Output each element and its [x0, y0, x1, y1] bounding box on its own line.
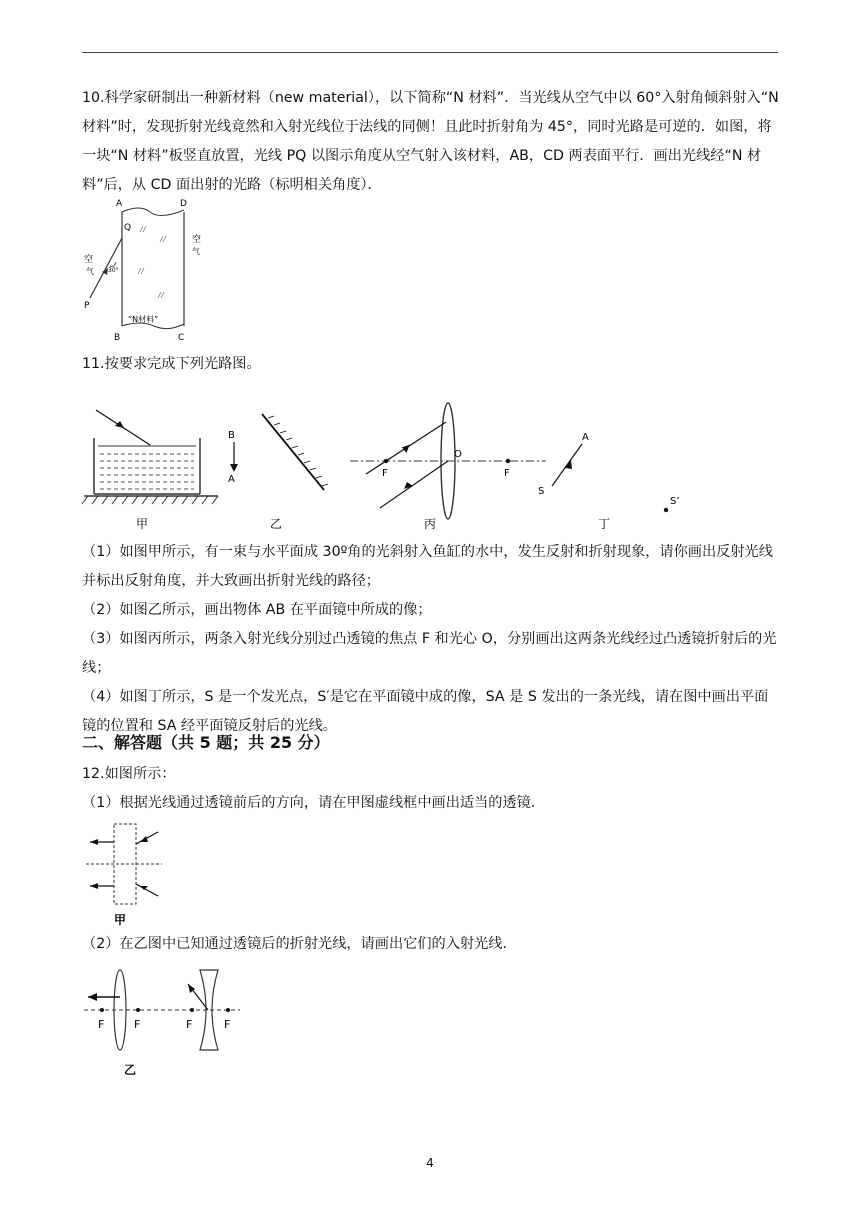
q11-bing-f-right: F [504, 468, 510, 479]
q12-fig-yi [84, 968, 244, 1080]
q12-jia-label: 甲 [114, 913, 127, 927]
q10-air-left-1: 空 [84, 255, 94, 265]
q11-sub3: （3）如图丙所示，两条入射光线分别过凸透镜的焦点 F 和光心 O，分别画出这两条光线经过凸透镜折射后的光线； [82, 631, 777, 676]
q11-title: 11.按要求完成下列光路图。 [82, 356, 261, 372]
q10-air-right-1: 空 [192, 235, 202, 245]
q11-bing-o: O [454, 449, 462, 460]
q11-label-ding: 丁 [598, 517, 611, 531]
q10-label-q: Q [124, 223, 132, 233]
page-number: 4 [426, 1156, 434, 1170]
q11-fig-bing [350, 403, 546, 519]
q11-sub1: （1）如图甲所示，有一束与水平面成 30º角的光斜射入鱼缸的水中，发生反射和折射现象，请你画出反射光线并标出反射角度，并大致画出折射光线的路径； [82, 544, 773, 589]
q12-yi-concave-lens [200, 970, 218, 1050]
section-heading: 二、解答题（共 5 题；共 25 分） [82, 733, 330, 752]
q12-sub1: （1）根据光线通过透镜前后的方向，请在甲图虚线框中画出适当的透镜． [82, 795, 546, 811]
q12-yi-f2: F [134, 1018, 141, 1031]
q10-label-a: A [116, 199, 123, 209]
q10-air-left-2: 气 [86, 267, 94, 276]
q10-hatch-marks [138, 226, 166, 298]
q11-yi-b: B [228, 430, 235, 441]
q10-label-p: P [84, 301, 90, 311]
q10-material-label: “N材料” [128, 315, 159, 324]
q12-yi-f1: F [98, 1018, 105, 1031]
q12-title: 12.如图所示： [82, 766, 176, 782]
q11-yi-a: A [228, 474, 235, 485]
q11-figures [80, 398, 700, 532]
q12-yi-f4: F [224, 1018, 231, 1031]
q11-fig-yi [228, 414, 328, 490]
q10-figure [80, 194, 210, 344]
q11-yi-mirror [262, 414, 324, 490]
q12-fig-jia [84, 820, 164, 930]
q11-ding-s: S [538, 486, 545, 497]
q10-label-d: D [180, 199, 187, 209]
q12-yi-f3: F [186, 1018, 193, 1031]
q10-air-right-2: 气 [192, 247, 200, 256]
q11-label-bing: 丙 [424, 517, 437, 531]
q11-fig-ding [538, 432, 680, 512]
q11-label-yi: 乙 [270, 517, 283, 531]
q11-label-jia: 甲 [136, 517, 149, 531]
q11-ding-s-prime: S’ [670, 496, 680, 507]
q10-label-c: C [178, 333, 185, 343]
q10-label-b: B [114, 333, 121, 343]
q10-text: 10.科学家研制出一种新材料（new material），以下简称“N 材料”．当光线从空气中以 60°入射角倾斜射入“N 材料”时，发现折射光线竟然和入射光线位于法线的同侧！且此时折射角为 45°，同时光路是可逆的．如图，将一块“N 材料”板竖直放置，光线 PQ 以图示角度从空气射入该材料，AB，CD 两表面平行．画出光线经“N 材料”后，从 CD 面出射的光路（标明相关角度）． [82, 90, 779, 193]
q10-angle-label: 30° [108, 267, 119, 274]
q11-ding-a: A [582, 432, 589, 443]
q11-fig-jia [82, 410, 218, 504]
header-rule [82, 52, 778, 53]
q11-sub2: （2）如图乙所示，画出物体 AB 在平面镜中所成的像； [82, 602, 432, 618]
q12-yi-label: 乙 [124, 1063, 137, 1077]
q11-bing-f-left: F [382, 468, 388, 479]
q12-sub2: （2）在乙图中已知通过透镜后的折射光线，请画出它们的入射光线． [82, 936, 517, 952]
q11-sub4: （4）如图丁所示，S 是一个发光点，S′是它在平面镜中成的像，SA 是 S 发出的一条光线，请在图中画出平面镜的位置和 SA 经平面镜反射后的光线。 [82, 689, 769, 734]
